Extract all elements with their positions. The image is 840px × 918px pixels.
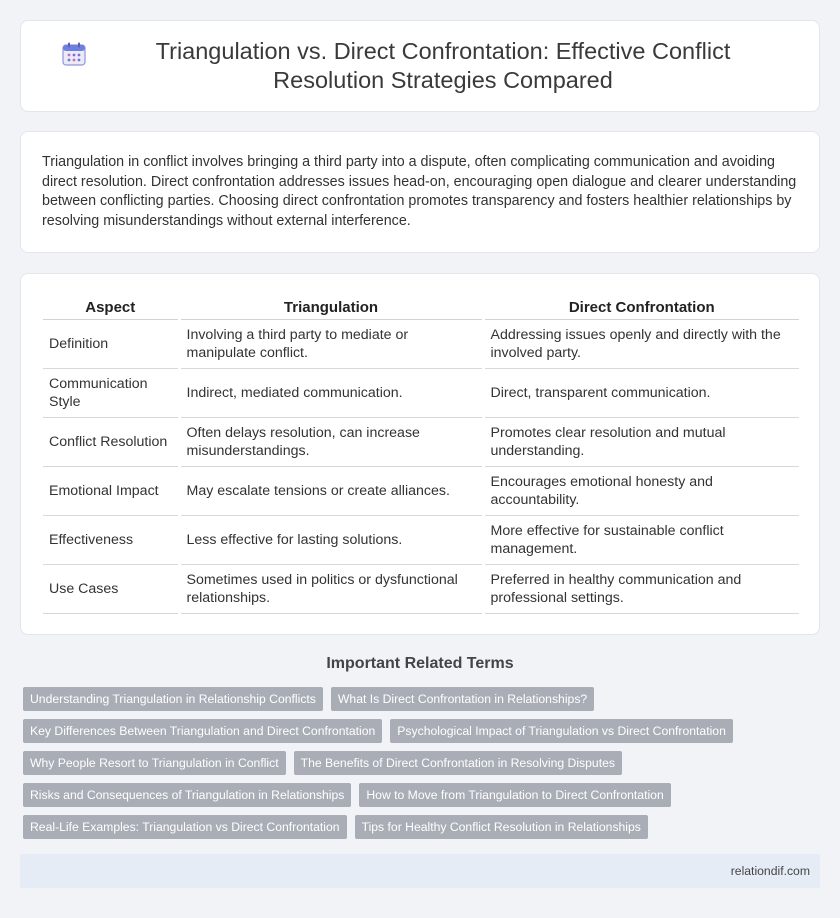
related-term-link[interactable]: Why People Resort to Triangulation in Conflict	[23, 751, 286, 775]
aspect-cell: Effectiveness	[43, 515, 179, 564]
footer	[20, 854, 820, 888]
related-term-link[interactable]: Tips for Healthy Conflict Resolution in Relationships	[355, 815, 648, 839]
related-term-link[interactable]: Psychological Impact of Triangulation vs Direct Confrontation	[390, 719, 733, 743]
related-terms-list	[23, 687, 823, 847]
triangulation-cell: Often delays resolution, can increase misunderstandings.	[179, 417, 483, 466]
triangulation-cell: Involving a third party to mediate or manipulate conflict.	[179, 319, 483, 368]
calendar-icon	[61, 41, 87, 67]
direct-confrontation-cell: Preferred in healthy communication and professional settings.	[483, 564, 799, 613]
related-term-link[interactable]: Risks and Consequences of Triangulation in Relationships	[23, 783, 351, 807]
aspect-cell: Use Cases	[43, 564, 179, 613]
intro-card	[20, 131, 820, 253]
related-term-link[interactable]: Key Differences Between Triangulation and Direct Confrontation	[23, 719, 382, 743]
direct-confrontation-cell: Promotes clear resolution and mutual understanding.	[483, 417, 799, 466]
triangulation-cell: May escalate tensions or create alliances.	[179, 466, 483, 515]
comparison-table-card	[20, 273, 820, 635]
header-aspect: Aspect	[43, 296, 179, 319]
header-direct-confrontation: Direct Confrontation	[483, 296, 799, 319]
direct-confrontation-cell: Encourages emotional honesty and accountability.	[483, 466, 799, 515]
table-row	[43, 368, 799, 417]
related-term-link[interactable]: What Is Direct Confrontation in Relationships?	[331, 687, 594, 711]
table-row	[43, 319, 799, 368]
table-row	[43, 417, 799, 466]
header-triangulation: Triangulation	[179, 296, 483, 319]
direct-confrontation-cell: More effective for sustainable conflict management.	[483, 515, 799, 564]
footer-site-link[interactable]: relationdif.com	[730, 864, 810, 878]
related-terms-heading: Important Related Terms	[326, 655, 514, 672]
related-term-link[interactable]: Understanding Triangulation in Relationship Conflicts	[23, 687, 323, 711]
related-term-link[interactable]: How to Move from Triangulation to Direct Confrontation	[359, 783, 670, 807]
aspect-cell: Emotional Impact	[43, 466, 179, 515]
aspect-cell: Communication Style	[43, 368, 179, 417]
direct-confrontation-cell: Addressing issues openly and directly with the involved party.	[483, 319, 799, 368]
triangulation-cell: Indirect, mediated communication.	[179, 368, 483, 417]
intro-paragraph: Triangulation in conflict involves bringing a third party into a dispute, often complicating communication and avoiding direct resolution. Direct confrontation addresses issues head-on, encouraging open dialogue and clearer understanding between conflicting parties. Choosing direct confrontation promotes transparency and fosters healthier relationships by resolving misunderstandings without external interference.	[42, 154, 797, 229]
comparison-table	[43, 296, 799, 614]
page-title: Triangulation vs. Direct Confrontation: Effective Conflict Resolution Strategies Compared	[155, 38, 731, 93]
aspect-cell: Definition	[43, 319, 179, 368]
triangulation-cell: Sometimes used in politics or dysfunctional relationships.	[179, 564, 483, 613]
table-row	[43, 515, 799, 564]
aspect-cell: Conflict Resolution	[43, 417, 179, 466]
related-term-link[interactable]: The Benefits of Direct Confrontation in Resolving Disputes	[294, 751, 622, 775]
header-card	[20, 20, 820, 112]
direct-confrontation-cell: Direct, transparent communication.	[483, 368, 799, 417]
related-term-link[interactable]: Real-Life Examples: Triangulation vs Direct Confrontation	[23, 815, 347, 839]
table-row	[43, 466, 799, 515]
table-row	[43, 564, 799, 613]
triangulation-cell: Less effective for lasting solutions.	[179, 515, 483, 564]
table-header-row	[43, 296, 799, 319]
